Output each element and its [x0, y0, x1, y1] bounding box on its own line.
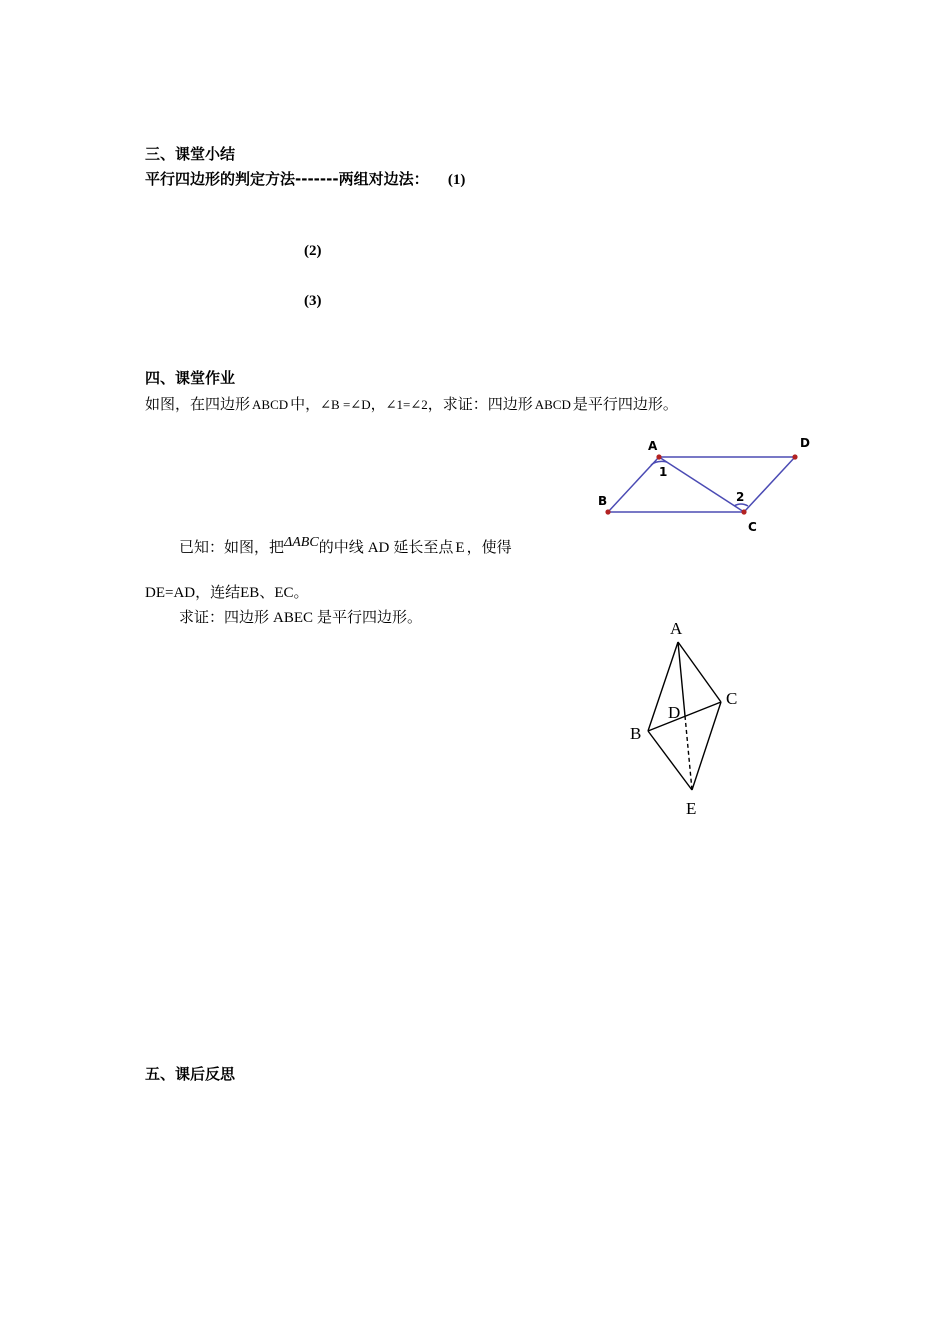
problem2-line1	[179, 536, 512, 557]
summary-line	[145, 168, 465, 189]
segment-DC	[744, 457, 795, 512]
section5-heading: 五、课后反思	[145, 1065, 236, 1083]
problem1-cond1: ∠B =∠D	[320, 397, 371, 412]
label-angle1: 1	[659, 465, 668, 479]
problem1-part: 是平行四边形。	[572, 395, 678, 413]
point-A	[656, 454, 661, 459]
problem2-part: 已知：如图，把	[179, 538, 285, 556]
point-B	[605, 509, 610, 514]
label-E: E	[686, 799, 697, 818]
summary-text: 平行四边形的判定方法-------两组对边法：	[145, 170, 429, 188]
label-A: A	[648, 439, 658, 453]
point-e-text: E	[455, 540, 465, 556]
problem1-part: 中，	[290, 395, 321, 413]
segment-BE	[648, 731, 692, 790]
problem1-cond2: ∠1=∠2	[385, 397, 428, 412]
segment-ec-text: EC	[274, 585, 294, 601]
problem1-part: ，	[370, 395, 386, 413]
problem1-quad: ABCD	[534, 397, 571, 412]
label-D: D	[668, 703, 681, 722]
summary-item-3: (3)	[304, 293, 322, 309]
problem2-part: 是平行四边形。	[317, 608, 423, 626]
problem2-line3	[179, 606, 422, 627]
median-ad: AD	[367, 540, 390, 556]
problem2-line2	[145, 581, 309, 602]
section4-heading: 四、课堂作业	[145, 369, 236, 387]
problem2-part: 。	[293, 583, 309, 601]
segment-eb-text: EB	[240, 585, 260, 601]
figure2-triangle	[620, 612, 750, 822]
label-A: A	[670, 619, 683, 638]
problem2-part: 、	[259, 583, 275, 601]
problem1-part: ，求证：四边形	[427, 395, 533, 413]
summary-item-2: (2)	[304, 243, 322, 259]
problem1-text	[145, 393, 678, 414]
diagonal-AC	[659, 457, 744, 512]
point-C	[741, 509, 746, 514]
triangle-abc: ΔABC	[284, 535, 319, 550]
problem1-quad: ABCD	[252, 397, 289, 412]
problem2-part: ，连结	[195, 583, 241, 601]
condition-de-ad: DE=AD	[145, 585, 196, 601]
label-D: D	[800, 436, 810, 450]
quad-abec-text: ABEC	[273, 610, 314, 626]
section3-heading: 三、课堂小结	[145, 145, 236, 163]
label-C: C	[748, 520, 757, 534]
problem2-part: 延长至点	[393, 538, 454, 556]
problem2-part: 的中线	[318, 538, 364, 556]
segment-DE-dashed	[685, 716, 692, 790]
angle2-arc	[734, 504, 748, 506]
segment-CE	[692, 702, 721, 790]
label-C: C	[726, 689, 738, 708]
point-D	[792, 454, 797, 459]
problem2-part: ，使得	[466, 538, 512, 556]
label-B: B	[598, 494, 608, 508]
label-B: B	[630, 724, 642, 743]
label-angle2: 2	[736, 490, 745, 504]
problem2-part: 求证：四边形	[179, 608, 270, 626]
segment-AC	[678, 642, 721, 702]
figure1-parallelogram	[590, 430, 830, 540]
problem1-part: 如图，在四边形	[145, 395, 251, 413]
summary-item-1: (1)	[447, 172, 466, 188]
